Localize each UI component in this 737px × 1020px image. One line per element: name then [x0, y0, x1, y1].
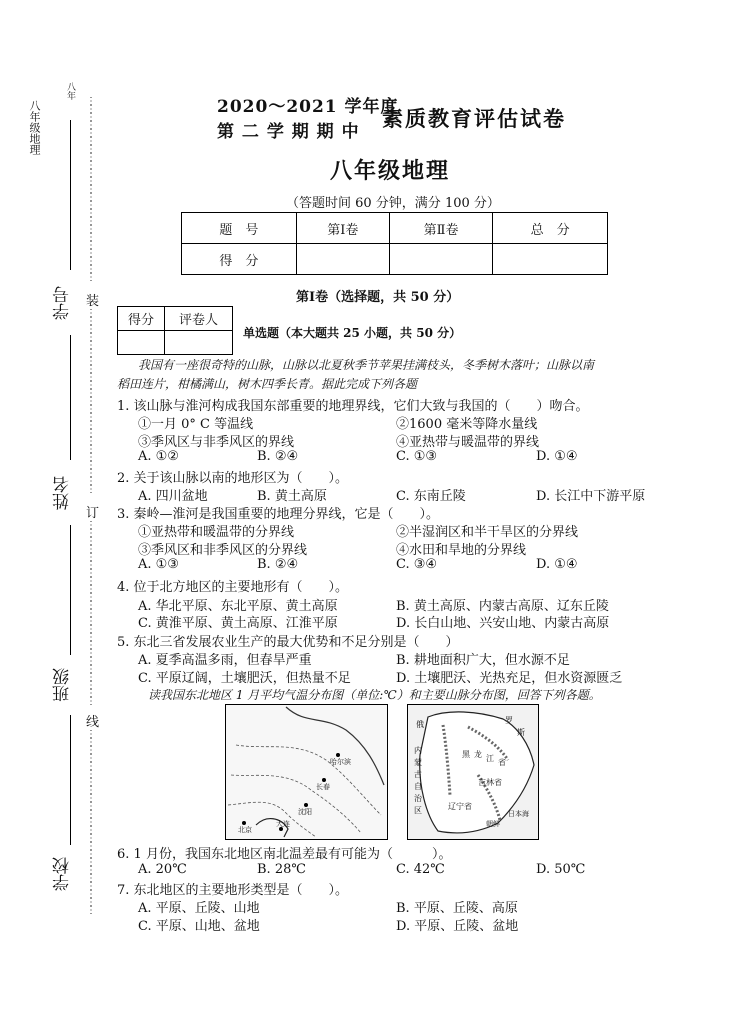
- map-intro: 读我国东北地区 1 月平均气温分布图（单位:℃）和主要山脉分布图，回答下列各题。: [148, 688, 601, 702]
- map2-label-5: 古: [414, 770, 422, 779]
- grader-header-score: 得分: [118, 307, 165, 331]
- score-row-label: 得 分: [182, 244, 297, 275]
- map1-label-harbin: 哈尔滨: [330, 758, 351, 766]
- q5-answer-a[interactable]: A. 夏季高温多雨，但春旱严重: [138, 653, 312, 668]
- q6-answer-a[interactable]: A. 20℃: [138, 862, 187, 877]
- score-header-item: 题 号: [182, 213, 297, 244]
- q5-answer-c[interactable]: C. 平原辽阔，土壤肥沃，但热量不足: [138, 671, 351, 686]
- q5-answer-b[interactable]: B. 耕地面积广大，但水源不足: [396, 653, 570, 668]
- q1-option-4: ④亚热带与暖温带的界线: [396, 435, 540, 450]
- intro-line-2: 稻田连片，柑橘满山，树木四季长青。据此完成下列各题: [117, 377, 418, 391]
- q5-answer-d[interactable]: D. 土壤肥沃、光热充足，但水资源匮乏: [396, 671, 623, 686]
- q1-answer-a[interactable]: A. ①②: [138, 449, 179, 464]
- q1-option-3: ③季风区与非季风区的界线: [138, 435, 295, 450]
- q3-answer-d[interactable]: D. ①④: [536, 557, 578, 572]
- field-name-line[interactable]: [70, 335, 71, 460]
- grader-header-grader: 评卷人: [164, 307, 232, 331]
- map-mountains: [407, 704, 539, 840]
- header-exam-name: 素质教育评估试卷: [382, 106, 566, 131]
- binding-dots-bottom: ⋮⋮⋮⋮⋮⋮⋮⋮⋮⋮⋮⋮⋮⋮⋮⋮⋮⋮⋮⋮⋮⋮⋮: [86, 729, 96, 916]
- map2-label-6: 自: [414, 782, 422, 791]
- map2-label-jilin: 吉林省: [478, 778, 502, 787]
- field-name-label: 姓名: [53, 476, 73, 510]
- header-term: 第 二 学 期 期 中: [217, 122, 360, 142]
- field-student-id-line[interactable]: [70, 120, 71, 270]
- q6-stem: 6. 1 月份，我国东北地区南北温差最有可能为（ ）。: [117, 847, 452, 862]
- header-year: 2020～2021 学年度: [217, 97, 399, 117]
- score-header-part2: 第Ⅱ卷: [389, 213, 492, 244]
- binding-dots-mid1: ⋮⋮⋮⋮⋮⋮⋮⋮⋮⋮⋮⋮⋮⋮⋮⋮⋮⋮⋮⋮⋮⋮⋮: [86, 308, 96, 495]
- map-temperature: [225, 704, 388, 840]
- binding-dots-mid2: ⋮⋮⋮⋮⋮⋮⋮⋮⋮⋮⋮⋮⋮⋮⋮⋮⋮⋮⋮⋮⋮⋮⋮: [86, 520, 96, 707]
- q1-stem: 1. 该山脉与淮河构成我国东部重要的地理界线，它们大致与我国的（ ）吻合。: [117, 399, 589, 414]
- q7-answer-a[interactable]: A. 平原、丘陵、山地: [138, 901, 260, 916]
- q3-stem: 3. 秦岭—淮河是我国重要的地理分界线，它是（ ）。: [117, 507, 440, 522]
- score-table: [181, 212, 608, 275]
- map-temperature-drawing: [226, 705, 387, 839]
- map2-label-8: 区: [414, 806, 422, 815]
- q2-answer-c[interactable]: C. 东南丘陵: [396, 489, 466, 504]
- section1-title: 第Ⅰ卷（选择题，共 50 分）: [296, 290, 460, 305]
- map2-label-10: 龙: [474, 750, 482, 759]
- q4-answer-a[interactable]: A. 华北平原、东北平原、黄土高原: [138, 599, 338, 614]
- binding-char-ding: 订: [86, 506, 100, 521]
- map2-label-1: 罗: [505, 716, 513, 725]
- score-header-part1: 第Ⅰ卷: [296, 213, 389, 244]
- q3-option-1: ①亚热带和暖温带的分界线: [138, 525, 295, 540]
- field-student-id-label: 学号: [53, 286, 73, 320]
- q2-answer-d[interactable]: D. 长江中下游平原: [536, 489, 646, 504]
- q1-option-1: ①一月 0° C 等温线: [138, 417, 254, 432]
- q4-stem: 4. 位于北方地区的主要地形有（ ）。: [117, 580, 349, 595]
- q6-answer-d[interactable]: D. 50℃: [536, 862, 586, 877]
- map2-label-11: 江: [486, 754, 494, 763]
- map2-label-korea: 朝鲜: [486, 820, 500, 828]
- map2-label-9: 黑: [462, 750, 470, 759]
- score-cell-part1[interactable]: [296, 244, 389, 275]
- map2-label-7: 治: [414, 794, 422, 803]
- q2-stem: 2. 关于该山脉以南的地形区为（ ）。: [117, 471, 349, 486]
- grader-cell-score[interactable]: [118, 331, 165, 355]
- map2-label-3: 内: [414, 746, 422, 755]
- q3-answer-c[interactable]: C. ③④: [396, 557, 438, 572]
- map1-label-dalian: 大连: [276, 820, 290, 828]
- q4-answer-b[interactable]: B. 黄土高原、内蒙古高原、辽东丘陵: [396, 599, 609, 614]
- q3-option-2: ②半湿润区和半干旱区的分界线: [396, 525, 579, 540]
- q1-answer-d[interactable]: D. ①④: [536, 449, 578, 464]
- q3-answer-b[interactable]: B. ②④: [257, 557, 299, 572]
- grader-table: [117, 306, 233, 355]
- q2-answer-b[interactable]: B. 黄土高原: [257, 489, 327, 504]
- map2-label-sea: 日本海: [508, 810, 529, 818]
- field-class-line[interactable]: [70, 525, 71, 655]
- binding-dots-top: ⋮⋮⋮⋮⋮⋮⋮⋮⋮⋮⋮⋮⋮⋮⋮⋮⋮⋮⋮⋮⋮⋮⋮: [86, 96, 96, 283]
- header-subject: 八年级地理: [330, 158, 451, 184]
- q1-answer-c[interactable]: C. ①③: [396, 449, 438, 464]
- q7-answer-c[interactable]: C. 平原、山地、盆地: [138, 919, 260, 934]
- score-cell-part2[interactable]: [389, 244, 492, 275]
- q1-answer-b[interactable]: B. ②④: [257, 449, 299, 464]
- binding-char-xian: 线: [86, 715, 100, 730]
- map1-label-shenyang: 沈阳: [298, 808, 312, 816]
- intro-line-1: 我国有一座很奇特的山脉，山脉以北夏秋季节苹果挂满枝头，冬季树木落叶；山脉以南: [138, 358, 595, 372]
- q3-option-4: ④水田和旱地的分界线: [396, 543, 527, 558]
- binding-char-zhuang: 装: [86, 294, 100, 309]
- map2-label-4: 蒙: [414, 758, 422, 767]
- field-school-line[interactable]: [70, 715, 71, 845]
- q7-answer-b[interactable]: B. 平原、丘陵、高原: [396, 901, 518, 916]
- q7-stem: 7. 东北地区的主要地形类型是（ ）。: [117, 883, 349, 898]
- q6-answer-b[interactable]: B. 28℃: [257, 862, 306, 877]
- q5-stem: 5. 东北三省发展农业生产的最大优势和不足分别是（ ）: [117, 635, 459, 650]
- q3-option-3: ③季风区和非季风区的分界线: [138, 543, 308, 558]
- spine-label-subject: 八年级地理: [28, 100, 41, 155]
- map2-label-2: 斯: [517, 728, 525, 737]
- score-header-total: 总 分: [493, 213, 608, 244]
- header-time-note: （答题时间 60 分钟，满分 100 分）: [286, 196, 500, 211]
- grader-cell-grader[interactable]: [164, 331, 232, 355]
- map2-label-0: 俄: [416, 720, 424, 729]
- q7-answer-d[interactable]: D. 平原、丘陵、盆地: [396, 919, 519, 934]
- score-cell-total[interactable]: [493, 244, 608, 275]
- spine-label-grade: 八年: [65, 82, 75, 100]
- map2-label-liaoning: 辽宁省: [448, 802, 472, 811]
- q6-answer-c[interactable]: C. 42℃: [396, 862, 445, 877]
- map1-label-changchun: 长春: [316, 783, 330, 791]
- field-school-label: 学校: [53, 857, 73, 891]
- q2-answer-a[interactable]: A. 四川盆地: [138, 489, 208, 504]
- q1-option-2: ②1600 毫米等降水量线: [396, 417, 538, 432]
- q4-answer-c[interactable]: C. 黄淮平原、黄土高原、江淮平原: [138, 616, 338, 631]
- field-class-label: 班级: [53, 668, 73, 702]
- q3-answer-a[interactable]: A. ①③: [138, 557, 179, 572]
- q4-answer-d[interactable]: D. 长白山地、兴安山地、内蒙古高原: [396, 616, 610, 631]
- section1-instruction: 单选题（本大题共 25 小题，共 50 分）: [243, 326, 462, 340]
- map1-label-beijing: 北京: [238, 826, 252, 834]
- map2-label-12: 省: [498, 758, 506, 767]
